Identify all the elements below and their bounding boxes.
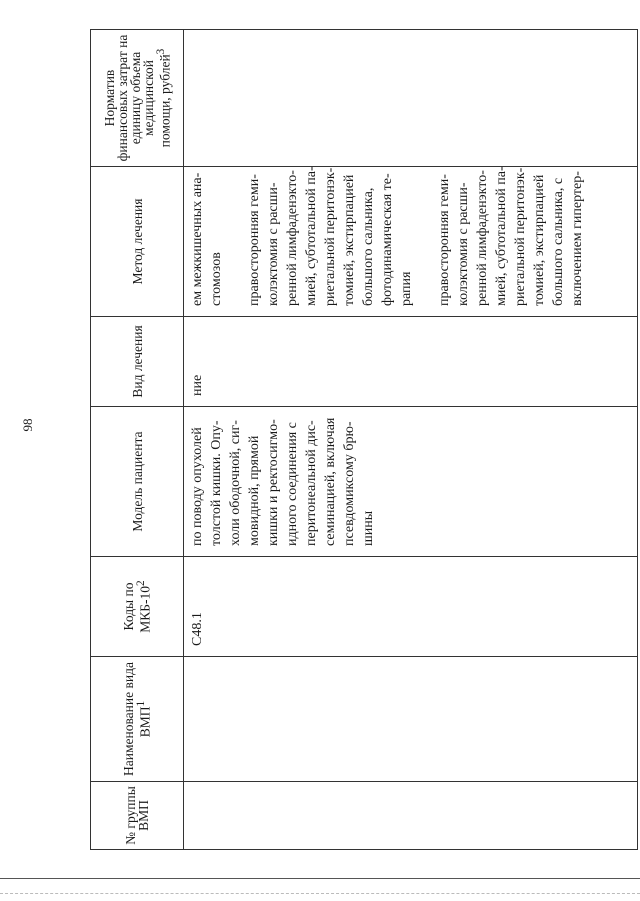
text-line: колэктомия с расши- [266,182,281,306]
text-line: шины [361,510,376,546]
header-method: Метод лечения [91,167,184,317]
text-line: большого сальника, с [551,177,566,306]
text-line: фотодинамическая те- [380,173,395,306]
header-group: № группы ВМП [91,782,184,850]
cell-model [184,407,638,557]
text-line: томией, экстирпацией [532,174,547,306]
text-line: мией, субтотальной па- [494,166,509,306]
text-line: большого сальника, [361,187,376,306]
text-line: томией, экстирпацией [342,174,357,306]
scan-edge-line-2 [0,893,640,894]
cell-norm [184,30,638,167]
method-text-1 [188,172,226,306]
header-norm: Норматив финансовых затрат на единицу объема медицинской помощи, рублей$^3$ [91,30,184,167]
header-row [91,30,184,850]
treatment-table [90,29,638,850]
cell-group [184,782,638,850]
text-line: по поводу опухолей [190,427,205,546]
text-line: мией, субтотальной па- [304,166,319,306]
text-line: риетальной перитонэк- [513,167,528,306]
text-line: включением гипертер- [570,171,585,306]
header-codes: Коды по МКБ-$10^2$ [91,557,184,657]
text-line: стомозов [209,252,224,306]
text-line: идного соединения с [285,422,300,546]
text-line: ренной лимфаденэкто- [475,170,490,306]
method-text-2 [245,166,416,306]
text-line: правосторонняя геми- [437,174,452,306]
text-line: колэктомия с расши- [456,182,471,306]
rotated-table-container [90,30,635,850]
model-text [188,417,378,546]
text-line: перитонеальной дис- [304,420,319,546]
text-line: семинацией, включая [323,417,338,546]
method-text-3 [435,166,587,306]
text-line: правосторонняя геми- [247,174,262,306]
cell-name [184,657,638,782]
text-line: мовидной, прямой [247,435,262,546]
text-line: толстой кишки. Опу- [209,420,224,546]
text-line: ем межкишечных ана- [190,172,205,306]
scan-edge-line [0,878,640,879]
header-treatment-type: Вид лечения [91,317,184,407]
header-name: Наименование вида ВМП$^1$ [91,657,184,782]
text-line: кишки и ректосигмо- [266,419,281,546]
header-model: Модель пациента [91,407,184,557]
text-line: риетальной перитонэк- [323,167,338,306]
page-number: 98 [20,418,35,432]
cell-treatment-type: ние [184,317,638,407]
text-line: ренной лимфаденэкто- [285,170,300,306]
cell-code: C48.1 [184,557,638,657]
text-line: псевдомиксому брю- [342,421,357,546]
text-line: рапия [399,271,414,306]
table-row [184,30,638,850]
text-line: холи ободочной, сиг- [228,420,243,546]
cell-method [184,167,638,317]
